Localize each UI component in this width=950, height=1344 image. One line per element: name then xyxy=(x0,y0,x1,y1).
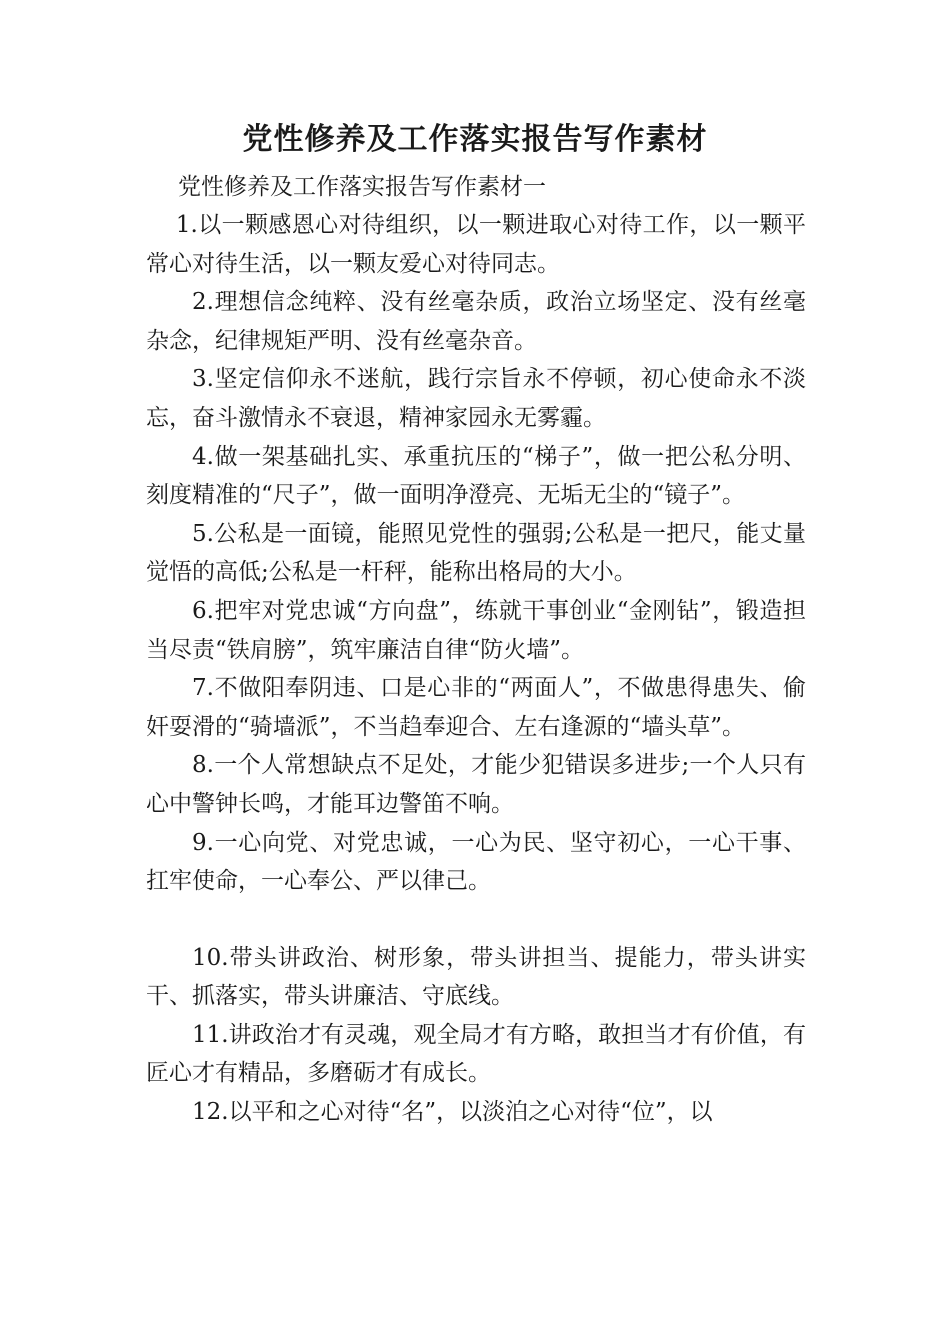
paragraph-10: 10.带头讲政治、树形象，带头讲担当、提能力，带头讲实干、抓落实，带头讲廉洁、守底线。 xyxy=(146,944,806,1010)
paragraph-2: 2.理想信念纯粹、没有丝毫杂质，政治立场坚定、没有丝毫杂念，纪律规矩严明、没有丝毫杂音。 xyxy=(146,289,806,354)
paragraph-gap xyxy=(146,901,806,939)
document-body xyxy=(146,206,806,1132)
paragraph-5: 5.公私是一面镜，能照见党性的强弱;公私是一把尺，能丈量觉悟的高低;公私是一杆秤，能称出格局的大小。 xyxy=(146,520,806,586)
paragraph-4: 4.做一架基础扎实、承重抗压的“梯子”，做一把公私分明、刻度精准的“尺子”，做一面明净澄亮、无垢无尘的“镜子”。 xyxy=(146,443,806,509)
paragraph-3: 3.坚定信仰永不迷航，践行宗旨永不停顿，初心使命永不淡忘，奋斗激情永不衰退，精神家园永无雾霾。 xyxy=(146,366,806,431)
document-title: 党性修养及工作落实报告写作素材 xyxy=(242,122,708,157)
paragraph-1: 1.以一颗感恩心对待组织，以一颗进取心对待工作，以一颗平常心对待生活，以一颗友爱心对待同志。 xyxy=(146,212,806,277)
paragraph-7: 7.不做阳奉阴违、口是心非的“两面人”，不做患得患失、偷奸耍滑的“骑墙派”，不当趋奉迎合、左右逢源的“墙头草”。 xyxy=(146,675,806,740)
paragraph-6: 6.把牢对党忠诚“方向盘”，练就干事创业“金刚钻”，锻造担当尽责“铁肩膀”，筑牢廉洁自律“防火墙”。 xyxy=(146,597,806,663)
paragraph-9: 9.一心向党、对党忠诚，一心为民、坚守初心，一心干事、扛牢使命，一心奉公、严以律己。 xyxy=(146,829,806,895)
paragraph-12: 12.以平和之心对待“名”，以淡泊之心对待“位”，以 xyxy=(192,1099,713,1126)
document-subtitle: 党性修养及工作落实报告写作素材一 xyxy=(178,174,546,200)
paragraph-8: 8.一个人常想缺点不足处，才能少犯错误多进步;一个人只有心中警钟长鸣，才能耳边警笛不响。 xyxy=(146,752,806,817)
paragraph-11: 11.讲政治才有灵魂，观全局才有方略，敢担当才有价值，有匠心才有精品，多磨砺才有成长。 xyxy=(146,1021,806,1087)
